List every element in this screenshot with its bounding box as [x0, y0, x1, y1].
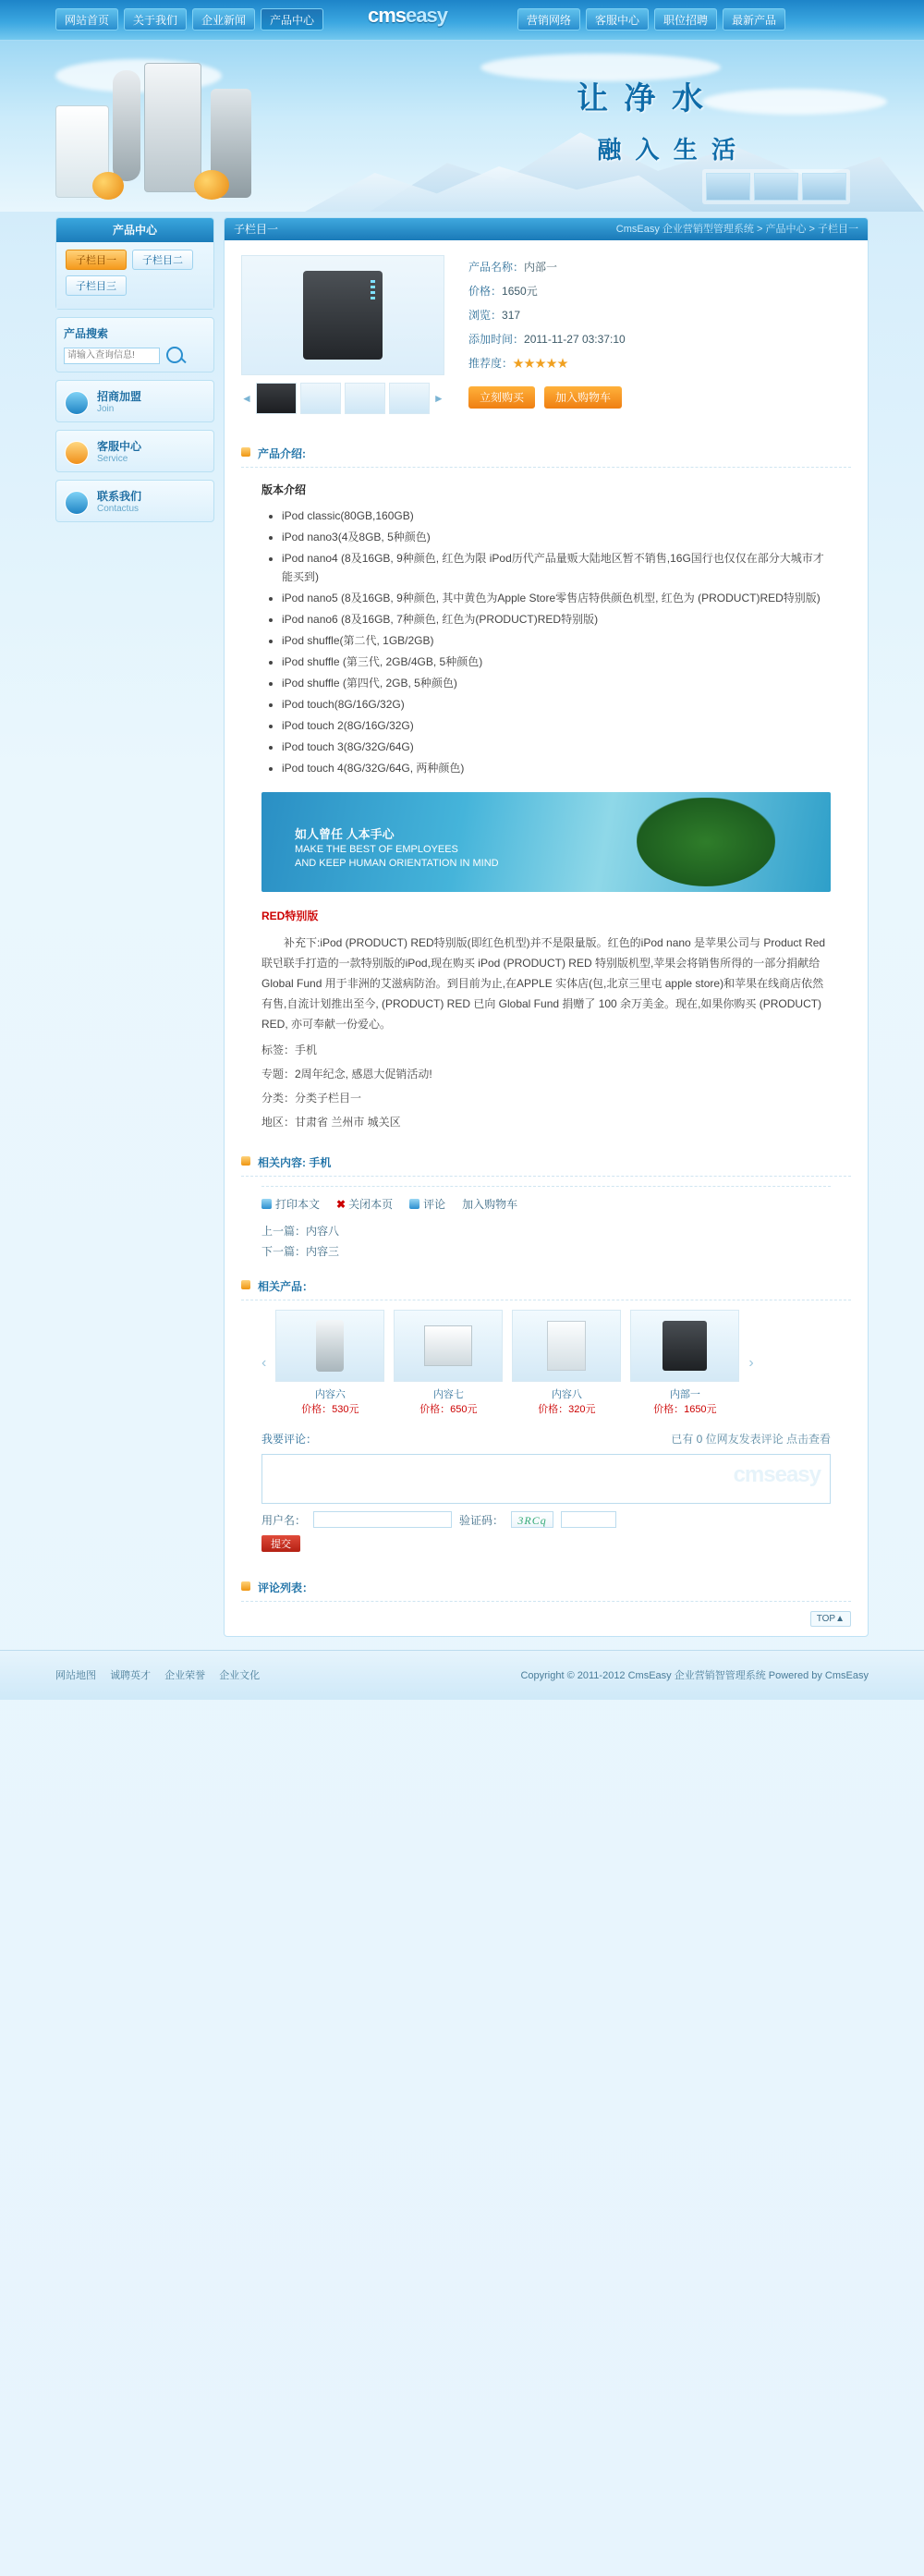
content-column — [224, 217, 869, 1637]
sidebar-box-join-title: 招商加盟 — [97, 389, 142, 403]
sidebar-box-service-title: 客服中心 — [97, 439, 142, 453]
product-thumb-graphic — [547, 1321, 586, 1371]
category-panel — [55, 217, 214, 310]
gallery-thumb-2[interactable] — [300, 383, 341, 414]
search-input[interactable] — [64, 348, 160, 364]
gallery-prev-arrow[interactable]: ◄ — [241, 392, 252, 405]
category-row-2 — [66, 275, 204, 296]
footer-link-sitemap[interactable]: 网站地图 — [55, 1670, 96, 1681]
device-dispenser — [144, 63, 201, 192]
orange-decoration-2 — [194, 170, 229, 200]
site-logo[interactable] — [368, 4, 479, 35]
list-item: • iPod shuffle (第四代, 2GB, 5种颜色) — [282, 674, 831, 692]
product-info — [468, 255, 851, 414]
footer-links — [55, 1667, 271, 1682]
comment-header — [261, 1431, 831, 1447]
sidebar-box-contact-title: 联系我们 — [97, 489, 142, 503]
comment-list-title: 评论列表： — [241, 1574, 851, 1602]
username-label: 用户名： — [261, 1513, 307, 1527]
related-product-name: 内部一 — [669, 1389, 700, 1400]
product-rating-label: 推荐度： — [468, 357, 514, 370]
chat-icon — [65, 441, 89, 465]
captcha-label: 验证码： — [459, 1513, 505, 1527]
globe-icon — [65, 391, 89, 415]
sidebar-box-join[interactable] — [55, 380, 214, 422]
content-box-header — [225, 218, 868, 240]
product-thumb-graphic — [424, 1325, 472, 1366]
product-views-label: 浏览： — [468, 309, 503, 322]
username-input[interactable] — [313, 1511, 452, 1528]
toolbar-add-to-cart[interactable]: 加入购物车 — [462, 1198, 518, 1211]
product-search-box — [55, 317, 214, 372]
list-item: • iPod nano5 (8及16GB, 9种颜色, 其中黄色为Apple Store零售店特供颜色机型, 红色为 (PRODUCT)RED特别版) — [282, 589, 831, 607]
sidebar-box-service[interactable] — [55, 430, 214, 472]
banner-headline — [577, 73, 739, 165]
island-graphic — [637, 798, 775, 886]
inline-banner-caption — [295, 827, 499, 871]
list-item: • iPod touch 4(8G/32G/64G, 两种颜色) — [282, 759, 831, 777]
related-product-price: 价格：650元 — [419, 1404, 478, 1415]
list-item: • iPod nano6 (8及16GB, 7种颜色, 红色为(PRODUCT)RED特别版) — [282, 610, 831, 629]
banner-thumb-3[interactable] — [802, 173, 846, 201]
comment-icon — [409, 1199, 419, 1209]
product-rating-row — [468, 351, 851, 375]
banner-headline-line2: 融 入 生 活 — [597, 136, 739, 164]
product-unit-graphic — [303, 271, 383, 360]
product-name-label: 产品名称： — [468, 261, 525, 274]
related-product-name: 内容七 — [432, 1389, 464, 1400]
print-icon — [261, 1199, 272, 1209]
next-article-link[interactable]: 下一篇：内容三 — [261, 1245, 340, 1258]
product-views-value: 317 — [502, 309, 521, 322]
cloud-decoration — [702, 89, 887, 115]
banner-product-image — [55, 61, 351, 200]
sidebar — [55, 217, 214, 1637]
product-meta — [225, 1034, 868, 1138]
product-name-row — [468, 255, 851, 279]
orange-decoration — [92, 172, 124, 200]
breadcrumb[interactable]: CmsEasy 企业营销型管理系统 > 产品中心 > 子栏目一 — [615, 224, 858, 235]
search-icon[interactable] — [166, 347, 183, 363]
main-wrapper — [55, 212, 869, 1637]
product-gallery — [241, 255, 444, 414]
version-list — [261, 507, 831, 777]
related-product-image[interactable] — [275, 1310, 384, 1382]
product-thumb-graphic — [316, 1320, 344, 1372]
footer-copyright: Copyright © 2011-2012 CmsEasy 企业营销智管理系统 Powered by CmsEasy — [520, 1670, 869, 1681]
related-product-image[interactable] — [630, 1310, 739, 1382]
sidebar-item-sub2[interactable]: 子栏目二 — [132, 250, 193, 270]
footer-row — [55, 1651, 869, 1682]
product-search-title: 产品搜索 — [64, 327, 109, 340]
meta-category: 分类：分类子栏目一 — [261, 1092, 362, 1105]
page-footer — [0, 1650, 924, 1700]
print-article-button[interactable]: 打印本文 — [261, 1196, 320, 1212]
gallery-next-arrow[interactable]: ► — [432, 392, 444, 405]
comment-section — [261, 1431, 831, 1552]
content-box — [224, 217, 869, 1637]
banner-headline-line1: 让 净 水 — [577, 81, 707, 116]
list-item: • iPod nano3(4及8GB, 5种颜色) — [282, 528, 831, 546]
logo-sub-text: easy — [406, 4, 447, 27]
star-rating-icon: ★★★★★ — [513, 357, 569, 370]
captcha-image[interactable]: 3RCq — [511, 1511, 553, 1528]
device-bottle — [113, 70, 140, 181]
sidebar-box-contact-sub: Contactus — [97, 503, 140, 514]
carousel-next-arrow[interactable]: › — [748, 1354, 754, 1371]
related-product-name: 内容八 — [551, 1389, 582, 1400]
action-toolbar — [261, 1186, 831, 1212]
product-added-label: 添加时间： — [468, 333, 525, 346]
product-intro-title: 产品介绍: — [241, 440, 851, 468]
back-to-top-button[interactable]: TOP▲ — [810, 1611, 851, 1627]
top-navigation-bar — [0, 0, 924, 41]
list-item: • iPod nano4 (8及16GB, 9种颜色, 红色为限 iPod历代产品量贩大陆地区暂不销售,16G国行也仅仅在部分大城市才能买到) — [282, 549, 831, 586]
primary-nav-left — [55, 8, 323, 31]
gallery-thumb-1[interactable] — [256, 383, 297, 414]
add-to-cart-button[interactable]: 加入购物车 — [544, 386, 622, 409]
product-price-value: 1650元 — [502, 285, 538, 298]
purchase-actions — [468, 386, 851, 409]
led-indicators — [371, 280, 375, 299]
product-added-value: 2011-11-27 03:37:10 — [524, 333, 626, 346]
buy-now-button[interactable]: 立刻购买 — [468, 386, 535, 409]
comment-fields-row — [261, 1511, 831, 1528]
nav-item-new-products[interactable]: 最新产品 — [723, 8, 785, 31]
prev-article-link[interactable]: 上一篇：内容八 — [261, 1225, 340, 1238]
red-edition-title: RED特别版 — [261, 910, 319, 922]
inline-banner-image — [261, 792, 831, 892]
sidebar-box-contact[interactable] — [55, 480, 214, 522]
category-panel-title: 产品中心 — [56, 218, 213, 242]
footer-link-honors[interactable]: 企业荣誉 — [164, 1670, 206, 1681]
banner-thumbnail-strip[interactable] — [702, 169, 850, 204]
article-navigation — [261, 1221, 831, 1262]
comment-textarea[interactable] — [261, 1454, 831, 1504]
list-item: • iPod touch 3(8G/32G/64G) — [282, 738, 831, 756]
comment-button[interactable]: 评论 — [409, 1196, 445, 1212]
product-detail — [225, 240, 868, 429]
sidebar-box-service-sub: Service — [97, 453, 128, 464]
nav-item-news[interactable]: 企业新闻 — [192, 8, 255, 31]
related-product-image[interactable] — [512, 1310, 621, 1382]
related-product-price: 价格：530元 — [301, 1404, 359, 1415]
gallery-thumbnails — [241, 383, 444, 414]
inline-banner-title: 如人曾任 人本手心 — [295, 827, 395, 841]
captcha-input[interactable] — [561, 1511, 616, 1528]
related-product-name: 内容六 — [314, 1389, 346, 1400]
comment-status[interactable]: 已有 0 位网友发表评论 点击查看 — [671, 1433, 831, 1446]
sidebar-item-sub3[interactable]: 子栏目三 — [66, 275, 127, 296]
product-thumb-graphic — [663, 1321, 707, 1371]
gallery-thumb-4[interactable] — [389, 383, 430, 414]
footer-link-culture[interactable]: 企业文化 — [219, 1670, 261, 1681]
comment-title: 我要评论： — [261, 1433, 318, 1446]
close-page-button[interactable]: ✖ 关闭本页 — [336, 1198, 394, 1211]
related-product-item[interactable] — [630, 1310, 739, 1416]
inline-banner-line2: AND KEEP HUMAN ORIENTATION IN MIND — [295, 858, 499, 869]
category-list — [56, 242, 213, 309]
phone-icon — [65, 491, 89, 515]
related-product-price: 价格：320元 — [538, 1404, 596, 1415]
sidebar-box-join-sub: Join — [97, 403, 115, 414]
submit-comment-button[interactable]: 提交 — [261, 1535, 300, 1552]
nav-item-home[interactable]: 网站首页 — [55, 8, 118, 31]
product-name-value: 内部一 — [524, 261, 558, 274]
carousel-prev-arrow[interactable]: ‹ — [261, 1354, 267, 1371]
related-product-item[interactable] — [394, 1310, 503, 1416]
product-description — [225, 468, 868, 1034]
banner-thumb-1[interactable] — [706, 173, 750, 201]
footer-link-jobs[interactable]: 诚聘英才 — [110, 1670, 152, 1681]
logo-main-text: cms — [368, 4, 407, 27]
page-title: 子栏目一 — [234, 223, 279, 236]
comment-watermark: cmseasy — [733, 1462, 821, 1487]
product-views-row — [468, 303, 851, 327]
close-icon: ✖ — [336, 1198, 346, 1211]
product-price-label: 价格： — [468, 285, 503, 298]
inline-banner-line1: MAKE THE BEST OF EMPLOYEES — [295, 844, 458, 855]
related-product-price: 价格：1650元 — [653, 1404, 717, 1415]
nav-item-products[interactable]: 产品中心 — [261, 8, 323, 31]
meta-region: 地区：甘肃省 兰州市 城关区 — [261, 1116, 401, 1129]
meta-tags: 标签：手机 — [261, 1044, 318, 1056]
product-added-row — [468, 327, 851, 351]
red-edition-paragraph: 补充下:iPod (PRODUCT) RED特别版(即红色机型)并不是限量版。红色的iPod nano 是苹果公司与 Product Red联던联手打造的一款特别版的iPod,现在购买 iPod (PRODUCT) RED 特别版机型,苹果会将销售所得的一部分捐献给 Global Fund 用于非洲的艾滋病防治。到目前为止,在APPLE 实体店(包,北京三里屯 apple store)和苹果在线商店依然有售,自流计划推出至今, (PRODUCT) RED 已向 Global Fund 捐赠了 100 余万美金。现在,如果你购买 (PRODUCT) RED, 亦可奉献一份爱心。 — [261, 936, 826, 1031]
gallery-thumb-3[interactable] — [345, 383, 385, 414]
list-item: • iPod shuffle(第二代, 1GB/2GB) — [282, 631, 831, 650]
meta-topic: 专题：2周年纪念, 感恩大促销活动! — [261, 1068, 432, 1080]
primary-nav-right — [517, 8, 785, 31]
related-product-item[interactable] — [275, 1310, 384, 1416]
related-content-title: 相关内容: 手机 — [241, 1149, 851, 1177]
product-main-image[interactable] — [241, 255, 444, 375]
nav-item-jobs[interactable]: 职位招聘 — [654, 8, 717, 31]
list-item: • iPod touch(8G/16G/32G) — [282, 695, 831, 714]
sidebar-item-sub1[interactable]: 子栏目一 — [66, 250, 127, 270]
list-item: • iPod touch 2(8G/16G/32G) — [282, 716, 831, 735]
related-product-item[interactable] — [512, 1310, 621, 1416]
list-item: • iPod classic(80GB,160GB) — [282, 507, 831, 525]
related-products-title: 相关产品： — [241, 1273, 851, 1300]
banner-thumb-2[interactable] — [754, 173, 798, 201]
category-row-1 — [66, 250, 204, 270]
list-item: • iPod shuffle (第三代, 2GB/4GB, 5种颜色) — [282, 653, 831, 671]
product-price-row — [468, 279, 851, 303]
nav-item-marketing[interactable]: 营销网络 — [517, 8, 580, 31]
hero-banner — [0, 41, 924, 212]
related-product-image[interactable] — [394, 1310, 503, 1382]
related-products-carousel — [261, 1310, 831, 1416]
nav-item-about[interactable]: 关于我们 — [124, 8, 187, 31]
nav-item-service[interactable]: 客服中心 — [586, 8, 649, 31]
version-title: 版本介绍 — [261, 483, 307, 496]
